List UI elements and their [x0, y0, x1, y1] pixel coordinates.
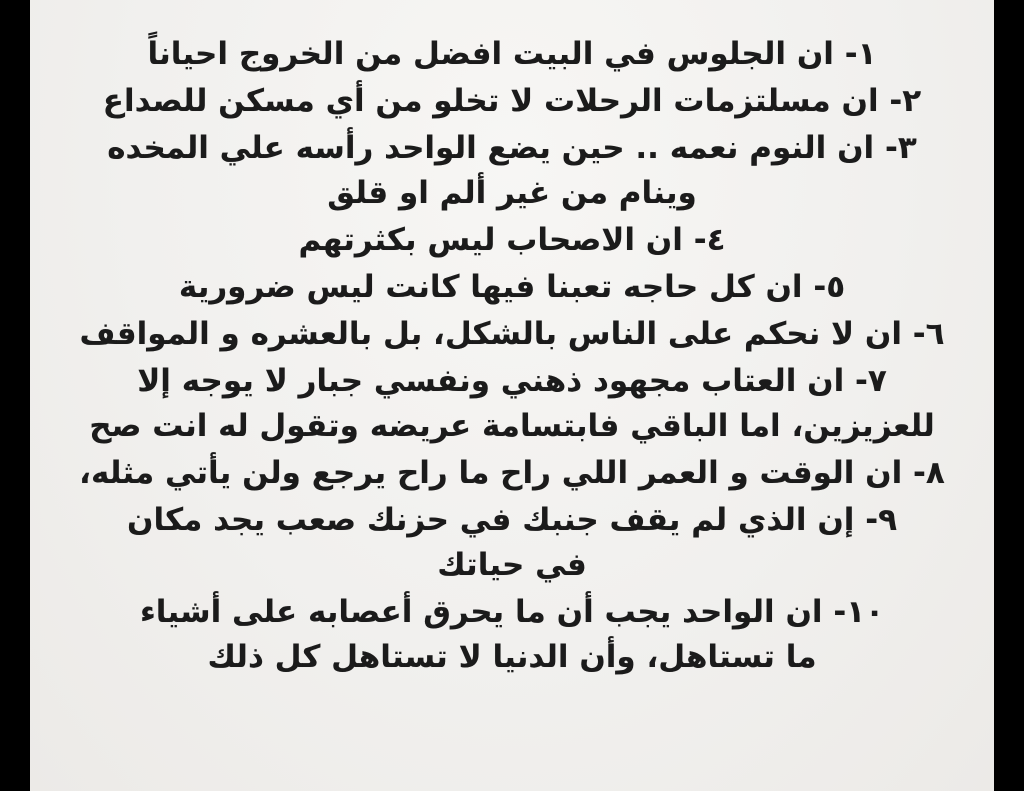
text-line: ٩- إن الذي لم يقف جنبك في حزنك صعب يجد مكان [127, 502, 897, 539]
text-line: ٥- ان كل حاجه تعبنا فيها كانت ليس ضرورية [178, 269, 846, 306]
right-black-border [994, 0, 1024, 791]
text-line: ١٠- ان الواحد يجب أن ما يحرق أعصابه على أشياء [139, 594, 885, 631]
left-black-border [0, 0, 30, 791]
arabic-text-block [70, 18, 954, 682]
text-line-continuation: للعزيزين، اما الباقي فابتسامة عريضه وتقول له انت صح [89, 408, 935, 445]
text-sheet [30, 0, 994, 791]
text-line-continuation: في حياتك [437, 547, 587, 584]
text-line-continuation: ما تستاهل، وأن الدنيا لا تستاهل كل ذلك [207, 639, 817, 676]
text-line: ١- ان الجلوس في البيت افضل من الخروج احياناً [147, 36, 877, 72]
text-line: ٣- ان النوم نعمه .. حين يضع الواحد رأسه علي المخده [107, 130, 917, 167]
text-line: ٢- ان مسلتزمات الرحلات لا تخلو من أي مسكن للصداع [102, 83, 922, 120]
text-line: ٦- ان لا نحكم على الناس بالشكل، بل بالعشره و المواقف [79, 316, 945, 353]
text-line-continuation: وينام من غير ألم او قلق [327, 175, 697, 212]
text-line: ٤- ان الاصحاب ليس بكثرتهم [298, 222, 726, 259]
text-line: ٨- ان الوقت و العمر اللي راح ما راح يرجع ولن يأتي مثله، [79, 455, 945, 492]
text-line: ٧- ان العتاب مجهود ذهني ونفسي جبار لا يوجه إلا [137, 363, 887, 400]
